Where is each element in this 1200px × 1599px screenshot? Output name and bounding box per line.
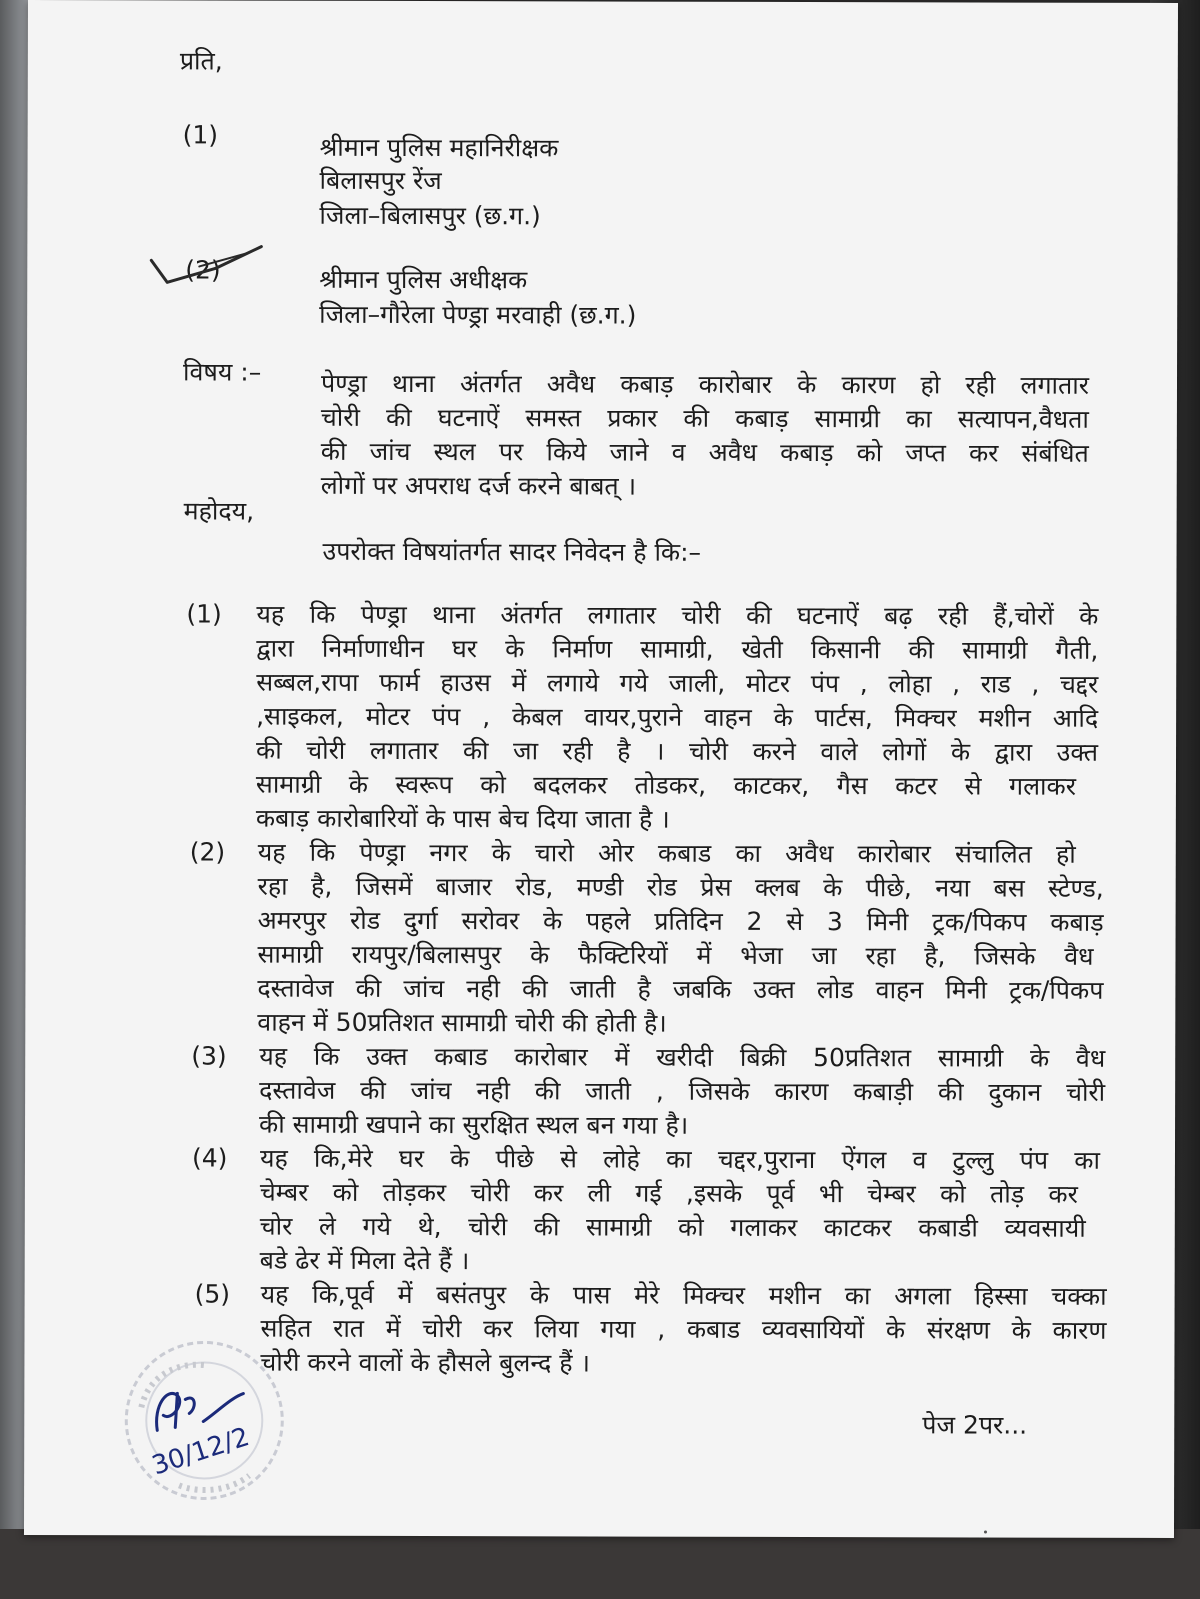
point-5-number: (5) <box>194 1279 231 1309</box>
point-5-line-2: सहित रात में चोरी कर लिया गया , कबाड व्यवसायियों के संरक्षण के कारण <box>260 1313 1107 1345</box>
intro-line: उपरोक्त विषयांतर्गत सादर निवेदन है कि:– <box>322 536 702 567</box>
point-1-number: (1) <box>186 599 222 629</box>
point-4-line-4: बडे ढेर में मिला देते हैं । <box>259 1245 470 1276</box>
point-4-line-2: चेम्बर को तोड़कर चोरी कर ली गई ,इसके पूर्व भी चेम्बर को तोड़ कर <box>259 1177 1078 1209</box>
subject-line-2: चोरी की घटनाऐं समस्त प्रकार की कबाड़ सामाग्री का सत्यापन,वैधता <box>320 402 1089 434</box>
recipient-1-number: (1) <box>182 120 219 150</box>
recipient-2-line-1: श्रीमान पुलिस अधीक्षक <box>319 264 528 295</box>
point-2-line-5: दस्तावेज की जांच नही की जाती है जबकि उक्त लोड वाहन मिनी ट्रक/पिकप <box>257 973 1104 1005</box>
point-1-line-1: यह कि पेण्ड्रा थाना अंतर्गत लगातार चोरी की घटनाऐं बढ़ रही हैं,चोरों के <box>256 599 1099 631</box>
page-continuation-note: पेज 2पर... <box>922 1410 1028 1440</box>
point-3-line-2: दस्तावेज की जांच नही की जाती , जिसके कारण कबाड़ी की दुकान चोरी <box>259 1075 1106 1107</box>
greeting: महोदय, <box>183 496 255 526</box>
subject-line-4: लोगों पर अपराध दर्ज करने बाबत् । <box>320 470 637 501</box>
point-1-line-5: की चोरी लगातार की जा रही है । चोरी करने वाले लोगों के द्वारा उक्त <box>255 735 1099 767</box>
point-3-line-1: यह कि उक्त कबाड कारोबार में खरीदी बिक्री 50प्रतिशत सामाग्री के वैध <box>259 1041 1106 1073</box>
recipient-2-line-2: जिला–गौरेला पेण्ड्रा मरवाही (छ.ग.) <box>319 299 637 330</box>
point-4-line-3: चोर ले गये थे, चोरी की सामाग्री को गलाकर काटकर कबाडी व्यवसायी <box>259 1211 1086 1243</box>
ink-dot <box>984 1531 987 1534</box>
received-stamp <box>119 1335 289 1505</box>
point-4-number: (4) <box>191 1143 228 1173</box>
point-2-line-4: सामाग्री रायपुर/बिलासपुर के फैक्टिरियों में भेजा जा रहा है, जिसके वैध <box>257 939 1094 971</box>
point-5-line-3: चोरी करने वालों के हौसले बुलन्द हैं । <box>260 1347 591 1378</box>
recipient-1-line-3: जिला–बिलासपुर (छ.ग.) <box>319 200 541 231</box>
point-1-line-3: सब्बल,रापा फार्म हाउस में लगाये गये जाली, मोटर पंप , लोहा , राड , चद्दर <box>256 667 1099 699</box>
point-2-number: (2) <box>189 837 226 867</box>
recipient-1-line-1: श्रीमान पुलिस महानिरीक्षक <box>319 132 559 163</box>
point-2-line-1: यह कि पेण्ड्रा नगर के चारो ओर कबाड का अवैध कारोबार संचालित हो <box>257 837 1076 869</box>
point-2-line-3: अमरपुर रोड दुर्गा सरोवर के पहले प्रतिदिन 2 से 3 मिनी ट्रक/पिकप कबाड़ <box>257 905 1104 937</box>
salutation-to: प्रति, <box>179 46 223 76</box>
background-bottom <box>0 1529 1200 1599</box>
letter-page <box>24 0 1178 1538</box>
tick-mark-icon <box>149 238 279 298</box>
subject-label: विषय :– <box>182 357 262 387</box>
recipient-2-number: (2) <box>185 255 221 285</box>
stamp-date: 30/12/2 <box>148 1422 254 1482</box>
point-2-line-2: रहा है, जिसमें बाजार रोड, मण्डी रोड प्रेस क्लब के पीछे, नया बस स्टेण्ड, <box>257 871 1104 903</box>
point-1-line-7: कबाड़ कारोबारियों के पास बेच दिया जाता है । <box>255 803 670 834</box>
point-4-line-1: यह कि,मेरे घर के पीछे से लोहे का चद्दर,पुराना ऐंगल व टुल्लु पंप का <box>259 1143 1101 1175</box>
point-1-line-4: ,साइकल, मोटर पंप , केबल वायर,पुराने वाहन के पार्टस, मिक्चर मशीन आदि <box>256 701 1099 733</box>
point-3-line-3: की सामाग्री खपाने का सुरक्षित स्थल बन गया है। <box>259 1109 689 1140</box>
point-3-number: (3) <box>191 1041 227 1071</box>
point-1-line-2: द्वारा निर्माणाधीन घर के निर्माण सामाग्री, खेती किसानी की सामाग्री गैती, <box>256 633 1099 665</box>
point-5-line-1: यह कि,पूर्व में बसंतपुर के पास मेरे मिक्चर मशीन का अगला हिस्सा चक्का <box>260 1279 1107 1311</box>
subject-line-3: की जांच स्थल पर किये जाने व अवैध कबाड़ को जप्त कर संबंधित <box>320 436 1089 468</box>
point-1-line-6: सामाग्री के स्वरूप को बदलकर तोडकर, काटकर, गैस कटर से गलाकर <box>255 769 1076 801</box>
point-2-line-6: वाहन में 50प्रतिशत सामाग्री चोरी की होती है। <box>257 1007 667 1038</box>
subject-line-1: पेण्ड्रा थाना अंतर्गत अवैध कबाड़ कारोबार के कारण हो रही लगातार <box>320 368 1090 400</box>
recipient-1-line-2: बिलासपुर रेंज <box>319 165 442 196</box>
